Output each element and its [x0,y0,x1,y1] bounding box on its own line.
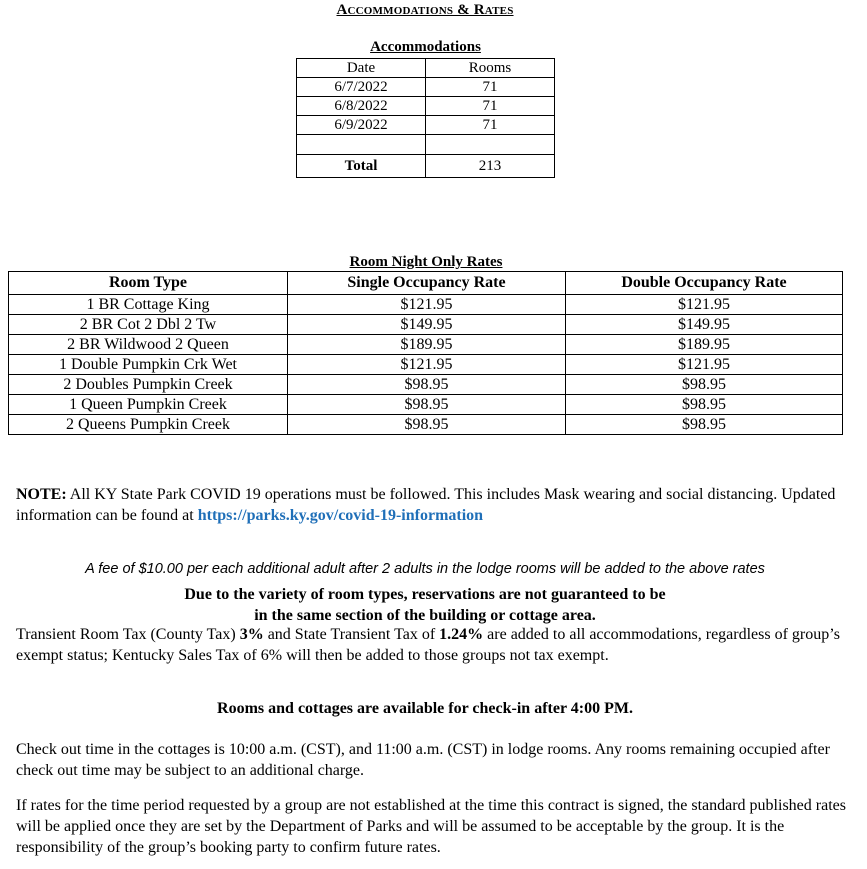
table-row [9,375,843,395]
additional-adult-fee: A fee of $10.00 per each additional adult after 2 adults in the lodge rooms will be added to the above rates [85,561,765,577]
date-cell [297,135,426,155]
room-type-cell: 2 BR Wildwood 2 Queen [9,335,288,355]
room-type-cell: 1 Queen Pumpkin Creek [9,395,288,415]
disclaimer-line-2: in the same section of the building or cottage area. [254,607,596,624]
date-cell: 6/9/2022 [297,116,426,135]
rooms-cell: 71 [426,97,555,116]
double-rate-cell: $121.95 [566,355,843,375]
double-rate-cell: $98.95 [566,415,843,435]
table-row [9,355,843,375]
note-label: NOTE: [16,486,67,503]
room-type-cell: 2 BR Cot 2 Dbl 2 Tw [9,315,288,335]
room-type-cell: 2 Doubles Pumpkin Creek [9,375,288,395]
table-row [9,315,843,335]
double-rate-cell: $98.95 [566,395,843,415]
checkout-paragraph: Check out time in the cottages is 10:00 a.m. (CST), and 11:00 a.m. (CST) in lodge rooms. Any rooms remaining occupied after check out time may be subject to an additional charge. [16,741,830,779]
single-rate-cell: $121.95 [288,355,566,375]
rooms-cell: 71 [426,78,555,97]
total-value: 213 [426,155,555,178]
disclaimer-line-1: Due to the variety of room types, reservations are not guaranteed to be [184,586,666,603]
table-row [297,78,555,97]
header-date: Date [297,59,426,78]
single-rate-cell: $98.95 [288,395,566,415]
double-rate-cell: $98.95 [566,375,843,395]
table-row [297,97,555,116]
header-room-type: Room Type [9,272,288,295]
double-rate-cell: $189.95 [566,335,843,355]
accommodations-table [296,58,555,178]
table-row [9,335,843,355]
header-single-rate: Single Occupancy Rate [288,272,566,295]
table-row [9,295,843,315]
tax-text-1: Transient Room Tax (County Tax) [16,626,240,643]
covid-info-link[interactable]: https://parks.ky.gov/covid-19-information [197,507,484,524]
header-double-rate: Double Occupancy Rate [566,272,843,295]
header-rooms: Rooms [426,59,555,78]
rates-table [8,271,843,435]
date-cell: 6/7/2022 [297,78,426,97]
future-rates-paragraph: If rates for the time period requested by a group are not established at the time this contract is signed, the standard published rates will be applied once they are set by the Department of Parks and will be assumed to be acceptable by the group. It is the responsibility of the group’s booking party to confirm future rates. [16,797,846,856]
county-tax-rate: 3% [239,626,264,643]
tax-text-3: are added to all accommodations, regardless of group’s exempt status; Kentucky Sales Tax of 6% will then be added to those groups not tax exempt. [16,626,840,664]
double-rate-cell: $121.95 [566,295,843,315]
rates-caption: Room Night Only Rates [349,254,503,270]
tax-text-2: and State Transient Tax of [263,626,440,643]
date-cell: 6/8/2022 [297,97,426,116]
tax-paragraph [16,624,846,666]
room-type-disclaimer [0,584,850,626]
rooms-cell: 71 [426,116,555,135]
table-row [9,395,843,415]
single-rate-cell: $189.95 [288,335,566,355]
room-type-cell: 1 Double Pumpkin Crk Wet [9,355,288,375]
rooms-cell [426,135,555,155]
note-text: All KY State Park COVID 19 operations must be followed. This includes Mask wearing and social distancing. Updated information can be found at [16,486,836,524]
double-rate-cell: $149.95 [566,315,843,335]
checkin-notice: Rooms and cottages are available for check-in after 4:00 PM. [217,700,633,717]
table-row [9,415,843,435]
table-row [297,116,555,135]
single-rate-cell: $121.95 [288,295,566,315]
page-title: Accommodations & Rates [336,2,514,18]
accommodations-caption: Accommodations [370,39,481,55]
room-type-cell: 1 BR Cottage King [9,295,288,315]
total-label: Total [297,155,426,178]
total-row [297,155,555,178]
table-header-row [297,59,555,78]
single-rate-cell: $98.95 [288,415,566,435]
room-type-cell: 2 Queens Pumpkin Creek [9,415,288,435]
state-tax-rate: 1.24% [439,626,484,643]
covid-note [16,484,836,526]
table-row [297,135,555,155]
table-header-row [9,272,843,295]
single-rate-cell: $98.95 [288,375,566,395]
single-rate-cell: $149.95 [288,315,566,335]
